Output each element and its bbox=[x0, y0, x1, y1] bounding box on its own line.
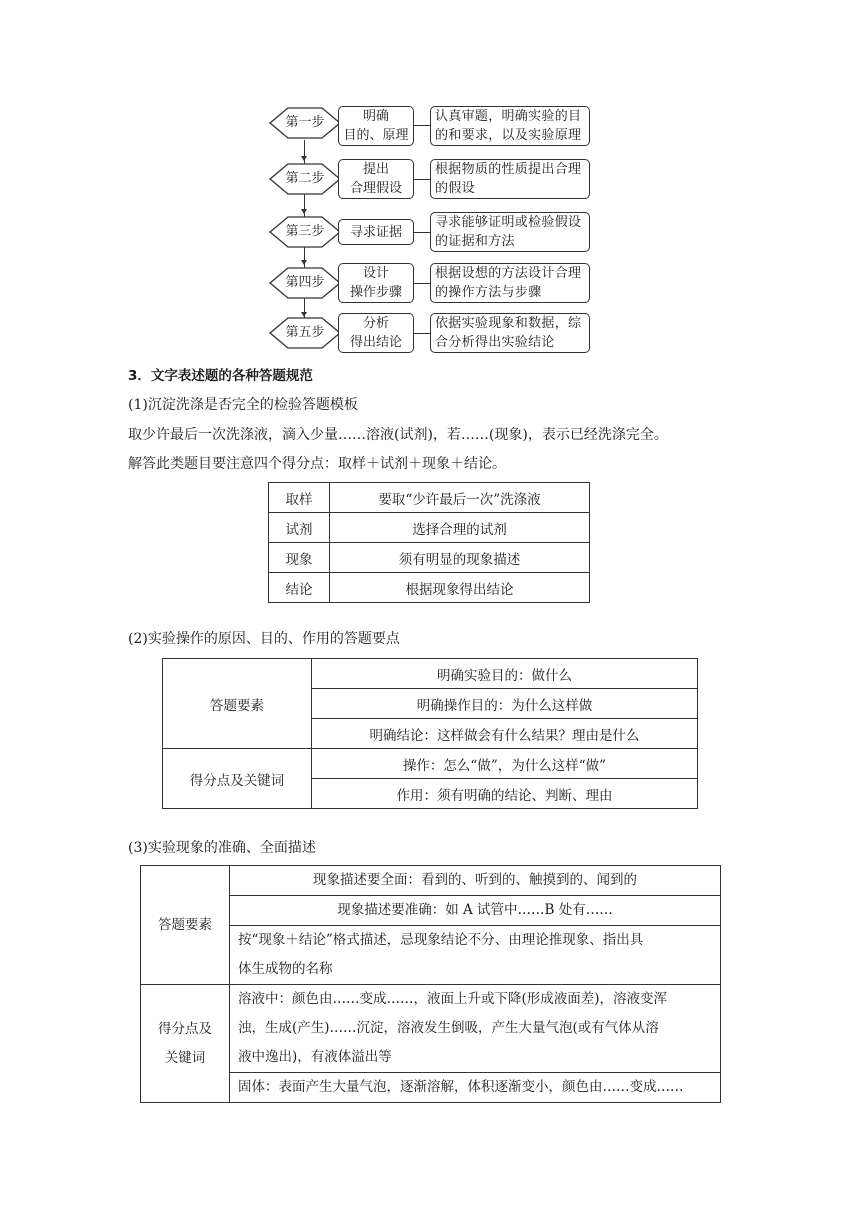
flow-link bbox=[414, 333, 430, 334]
flow-link bbox=[414, 179, 430, 180]
paragraph-1: 取少许最后一次洗涤液，滴入少量……溶液(试剂)，若……(现象)，表示已经洗涤完全。 bbox=[128, 427, 668, 443]
subheading-3: (3)实验现象的准确、全面描述 bbox=[128, 840, 316, 856]
flow-link bbox=[414, 232, 430, 233]
table-row: 按“现象＋结论”格式描述，忌现象结论不分、由理论推现象、指出具 体生成物的名称 bbox=[141, 926, 721, 985]
section-heading: 3．文字表述题的各种答题规范 bbox=[128, 368, 313, 384]
paragraph-2: 解答此类题目要注意四个得分点：取样＋试剂＋现象＋结论。 bbox=[128, 456, 506, 472]
flow-action-3: 寻求证据 bbox=[338, 219, 414, 245]
arrow-icon bbox=[301, 260, 307, 265]
flow-desc-1: 认真审题，明确实验的目 的和要求，以及实验原理 bbox=[430, 106, 590, 146]
flow-step-3 bbox=[268, 215, 342, 249]
table-row: 取样 要取“少许最后一次”洗涤液 bbox=[269, 483, 590, 513]
table-row: 结论 根据现象得出结论 bbox=[269, 573, 590, 603]
flow-desc-3: 寻求能够证明或检验假设 的证据和方法 bbox=[430, 212, 590, 252]
flow-action-4: 设计 操作步骤 bbox=[338, 263, 414, 303]
subheading-2: (2)实验操作的原因、目的、作用的答题要点 bbox=[128, 631, 400, 647]
flow-action-2: 提出 合理假设 bbox=[338, 159, 414, 199]
flow-action-5: 分析 得出结论 bbox=[338, 313, 414, 353]
flow-desc-2: 根据物质的性质提出合理 的假设 bbox=[430, 159, 590, 199]
table-row: 答题要素 明确实验目的：做什么 bbox=[163, 659, 698, 689]
table-operation-points bbox=[162, 658, 698, 809]
table-row: 现象描述要准确：如 A 试管中……B 处有…… bbox=[141, 896, 721, 926]
step-label: 第二步 bbox=[285, 171, 325, 186]
subheading-1: (1)沉淀洗涤是否完全的检验答题模板 bbox=[128, 397, 358, 413]
flow-link bbox=[414, 125, 430, 126]
table-row: 得分点及 关键词 溶液中：颜色由……变成……，液面上升或下降(形成液面差)，溶液变浑 浊，生成(产生)……沉淀，溶液发生倒吸，产生大量气泡(或有气体从溶 液中逸出)，有液体溢出等 bbox=[141, 985, 721, 1073]
table-row: 明确结论：这样做会有什么结果？理由是什么 bbox=[163, 719, 698, 749]
flow-action-1: 明确 目的、原理 bbox=[338, 106, 414, 146]
table-row: 明确操作目的：为什么这样做 bbox=[163, 689, 698, 719]
flow-step-5 bbox=[268, 316, 342, 350]
table-row: 得分点及关键词 操作：怎么“做”，为什么这样“做” bbox=[163, 749, 698, 779]
table-row: 现象 须有明显的现象描述 bbox=[269, 543, 590, 573]
table-row: 固体：表面产生大量气泡，逐渐溶解，体积逐渐变小，颜色由……变成…… bbox=[141, 1073, 721, 1103]
table-washing-check bbox=[268, 482, 590, 603]
flow-desc-4: 根据设想的方法设计合理 的操作方法与步骤 bbox=[430, 263, 590, 303]
flow-desc-5: 依据实验现象和数据，综 合分析得出实验结论 bbox=[430, 313, 590, 353]
flow-step-1 bbox=[268, 106, 342, 140]
table-phenomenon-description bbox=[140, 865, 721, 1103]
arrow-icon bbox=[301, 209, 307, 214]
table-row: 作用：须有明确的结论、判断、理由 bbox=[163, 779, 698, 809]
step-label: 第三步 bbox=[285, 224, 325, 239]
arrow-icon bbox=[301, 156, 307, 161]
flow-step-2 bbox=[268, 162, 342, 196]
table-row: 试剂 选择合理的试剂 bbox=[269, 513, 590, 543]
flow-link bbox=[414, 283, 430, 284]
step-label: 第五步 bbox=[285, 325, 325, 340]
table-row: 答题要素 现象描述要全面：看到的、听到的、触摸到的、闻到的 bbox=[141, 866, 721, 896]
step-label: 第一步 bbox=[285, 115, 325, 130]
flow-step-4 bbox=[268, 266, 342, 300]
step-label: 第四步 bbox=[285, 275, 325, 290]
